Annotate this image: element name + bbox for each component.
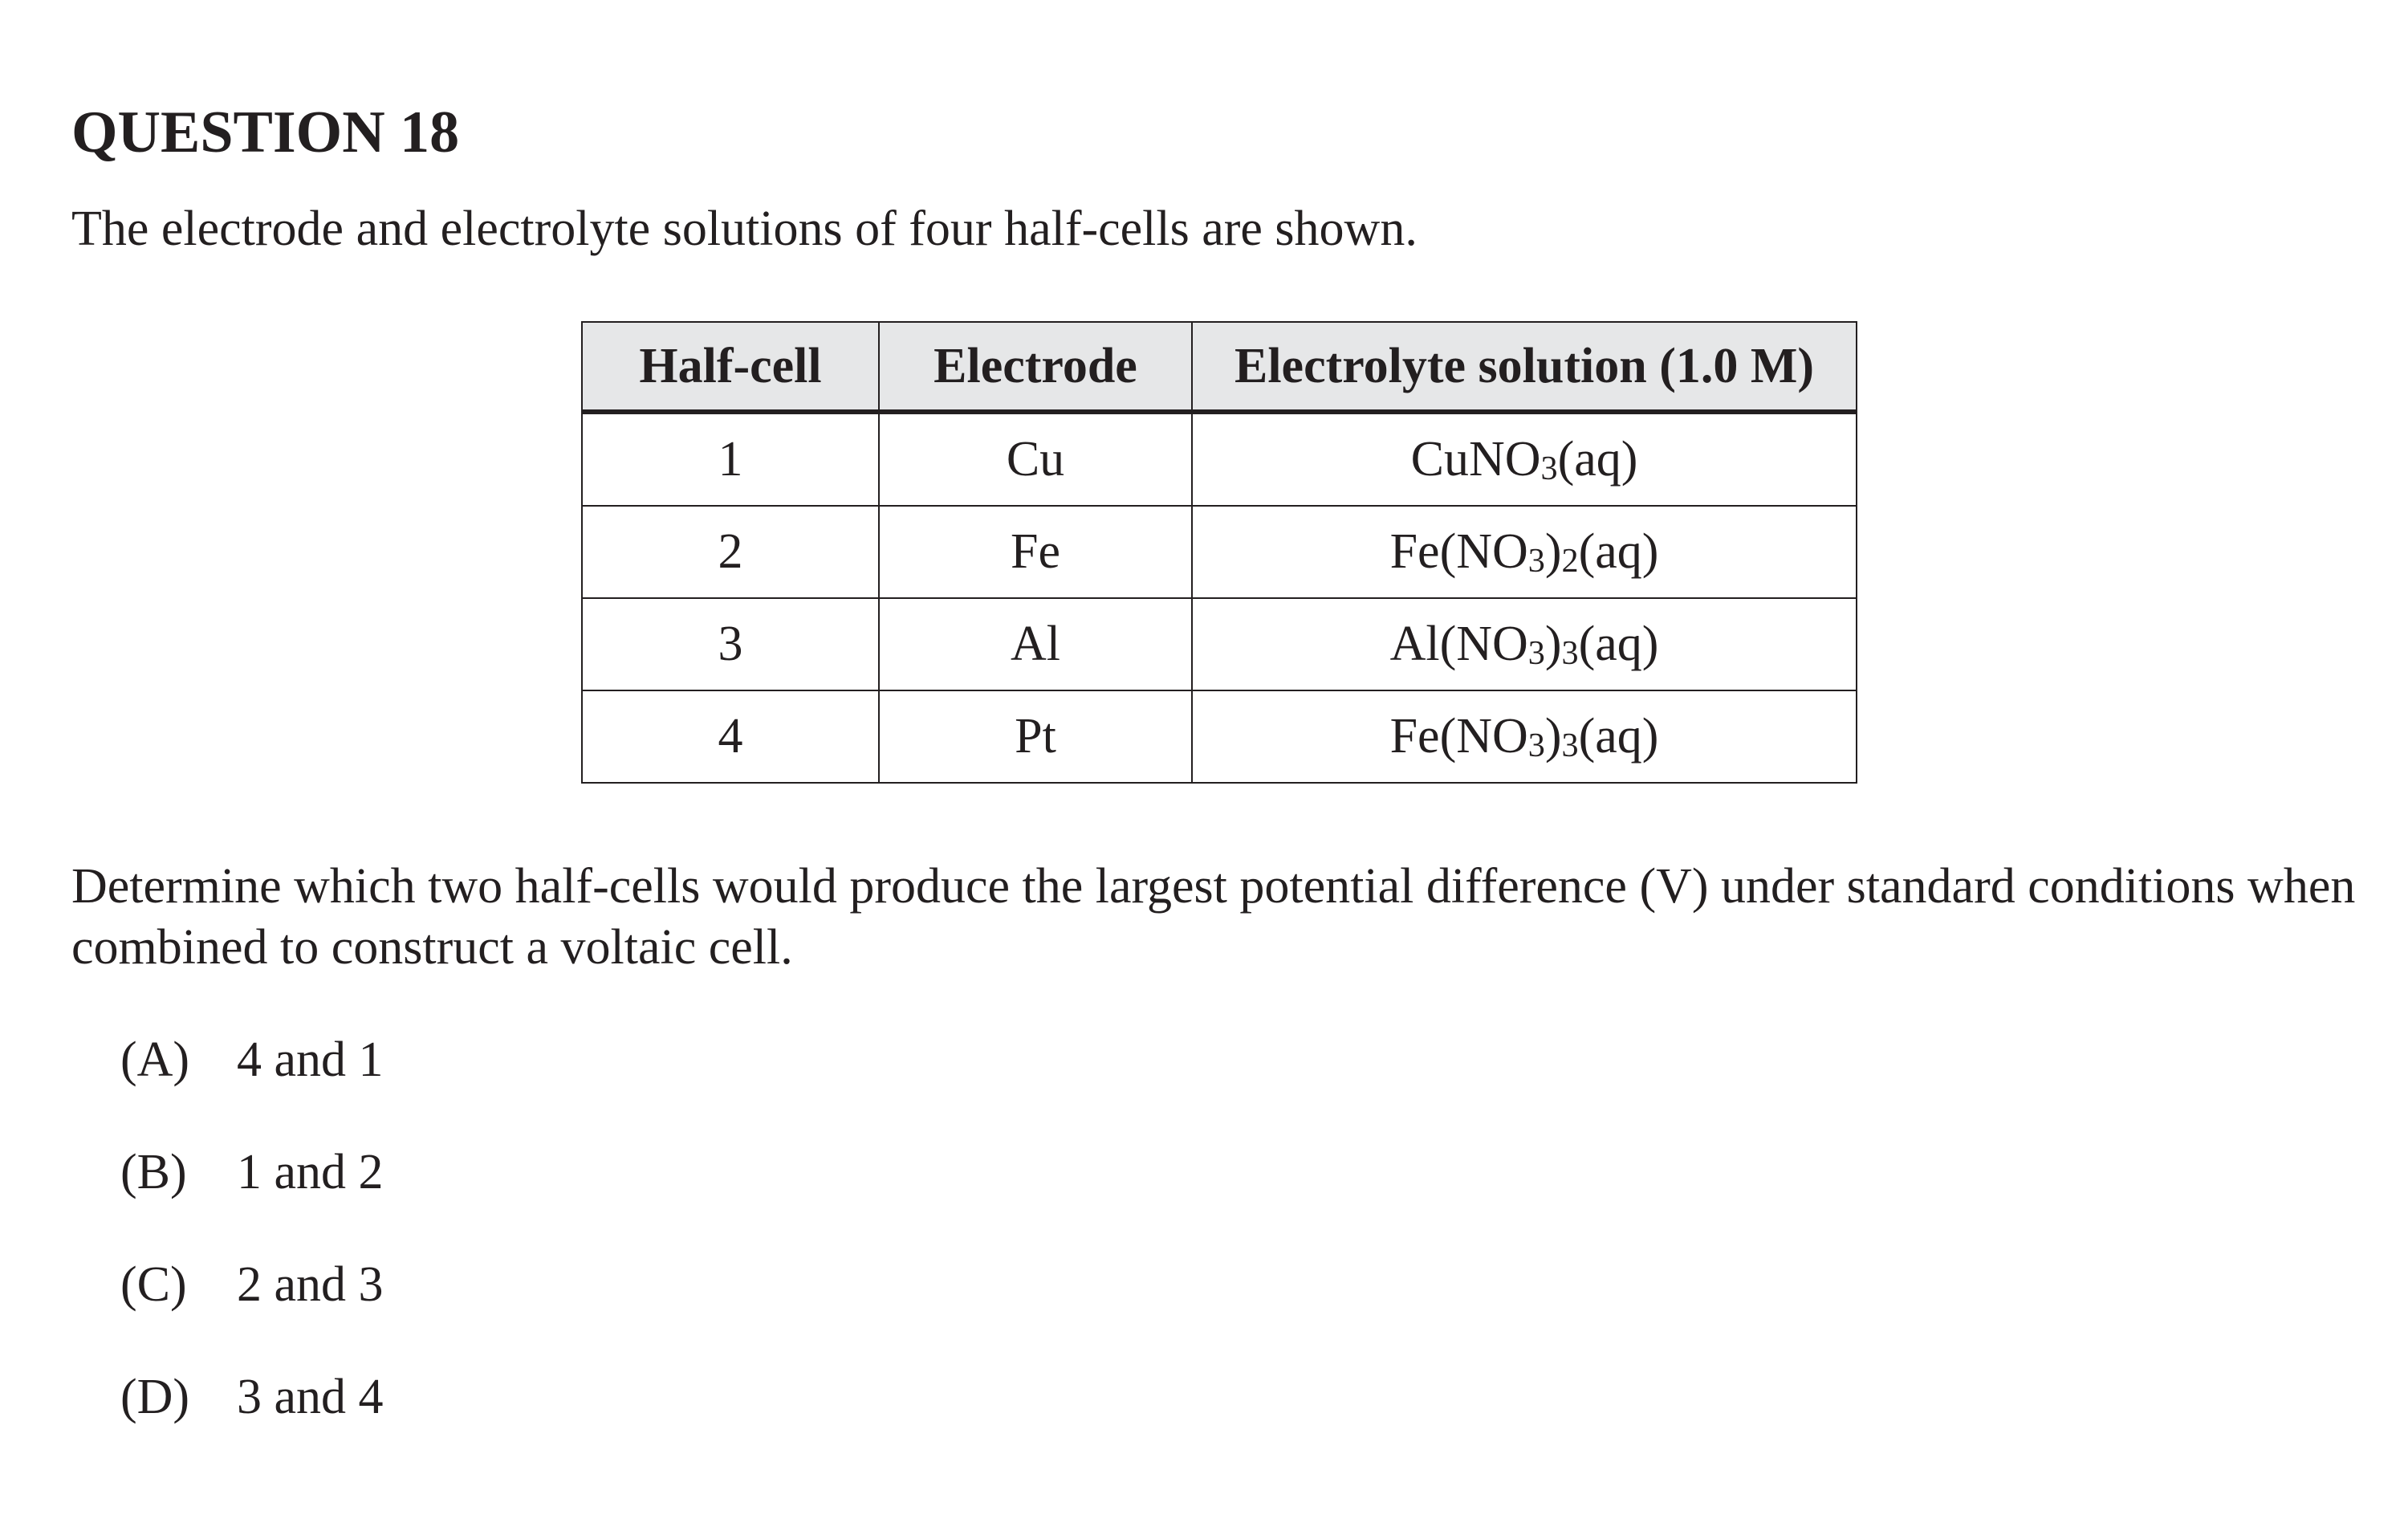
electrode-cell: Al [879, 598, 1192, 690]
formula-subscript: 3 [1561, 727, 1579, 765]
formula-subscript: 3 [1561, 634, 1579, 673]
option-text: 4 and 1 [237, 1032, 384, 1087]
formula-part: (aq) [1578, 617, 1659, 671]
formula-part: ) [1544, 524, 1562, 579]
formula-part: ) [1544, 709, 1562, 764]
option-text: 1 and 2 [237, 1145, 384, 1199]
electrolyte-cell [1192, 412, 1857, 506]
formula-part: Al(NO [1389, 617, 1528, 671]
half-cell-table [581, 321, 1857, 784]
option-letter: (A) [120, 1032, 190, 1087]
formula-subscript: 2 [1561, 542, 1579, 580]
option-d[interactable] [120, 1366, 384, 1479]
electrode-cell: Pt [879, 690, 1192, 783]
formula-subscript: 3 [1527, 634, 1545, 673]
electrolyte-cell [1192, 690, 1857, 783]
header-half-cell: Half-cell [582, 322, 879, 412]
electrolyte-cell [1192, 598, 1857, 690]
option-letter: (B) [120, 1145, 187, 1199]
formula-subscript: 3 [1540, 450, 1558, 488]
answer-options [120, 1029, 384, 1479]
question-intro: The electrode and electrolyte solutions of four half-cells are shown. [71, 202, 1418, 256]
table-row [582, 598, 1857, 690]
question-prompt: Determine which two half-cells would produce the largest potential difference (V) under standard conditions when combined to construct a voltaic cell. [71, 859, 2356, 975]
formula-part: Fe(NO [1389, 524, 1528, 579]
table-row [582, 690, 1857, 783]
table-header-row [582, 322, 1857, 412]
electrolyte-cell [1192, 506, 1857, 598]
formula-part: Fe(NO [1389, 709, 1528, 764]
half-cell-number: 4 [582, 690, 879, 783]
option-letter: (C) [120, 1257, 187, 1312]
formula-part: ) [1544, 617, 1562, 671]
electrode-cell: Fe [879, 506, 1192, 598]
option-text: 3 and 4 [237, 1370, 384, 1424]
option-b[interactable] [120, 1142, 384, 1254]
header-electrolyte: Electrolyte solution (1.0 M) [1192, 322, 1857, 412]
option-letter: (D) [120, 1370, 190, 1424]
electrode-cell: Cu [879, 412, 1192, 506]
table-row [582, 506, 1857, 598]
option-c[interactable] [120, 1254, 384, 1366]
formula-part: (aq) [1578, 524, 1659, 579]
formula-subscript: 3 [1527, 727, 1545, 765]
question-heading: QUESTION 18 [71, 100, 460, 165]
formula-part: (aq) [1557, 432, 1638, 487]
option-text: 2 and 3 [237, 1257, 384, 1312]
formula-subscript: 3 [1527, 542, 1545, 580]
half-cell-number: 3 [582, 598, 879, 690]
formula-part: CuNO [1410, 432, 1541, 487]
half-cell-number: 1 [582, 412, 879, 506]
table-row [582, 412, 1857, 506]
formula-part: (aq) [1578, 709, 1659, 764]
half-cell-number: 2 [582, 506, 879, 598]
option-a[interactable] [120, 1029, 384, 1142]
header-electrode: Electrode [879, 322, 1192, 412]
